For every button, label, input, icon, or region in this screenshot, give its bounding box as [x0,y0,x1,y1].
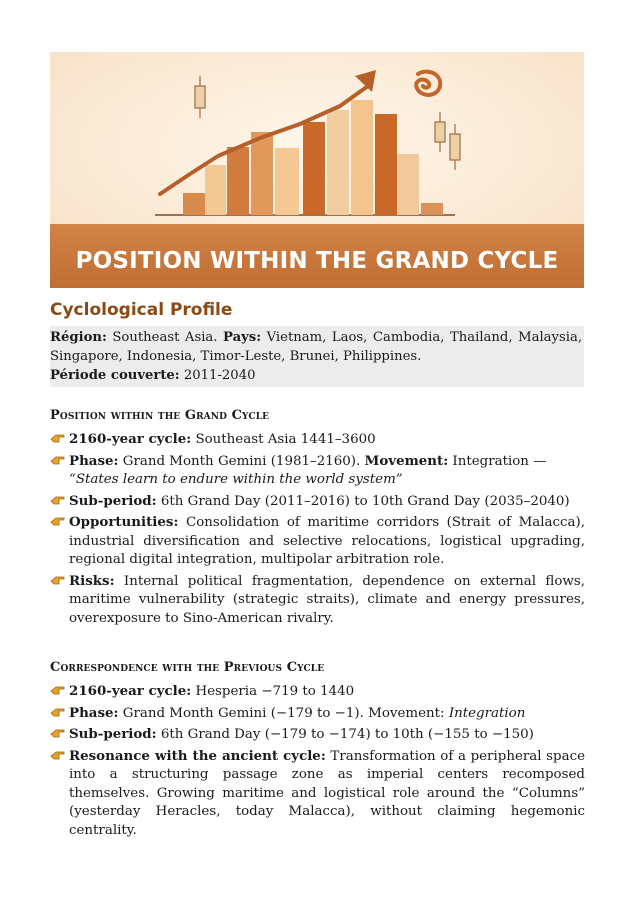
prev-subperiod-label: Sub-period: [69,726,157,742]
region-value: Southeast Asia. [112,330,218,345]
countries-label: Pays: [223,330,262,345]
header-banner [50,52,584,288]
list-item [50,452,585,490]
risks-label: Risks: [69,572,115,589]
profile-heading: Cyclological Profile [50,300,233,320]
prev-phase-label: Phase: [69,704,119,721]
pointing-hand-icon [50,727,66,739]
phase-label: Phase: [69,452,119,469]
pointing-hand-icon [50,749,66,761]
pointing-hand-icon [50,515,66,527]
list-item [50,430,585,450]
cycle-text: Southeast Asia 1441–3600 [195,432,376,447]
opportunities-label: Opportunities: [69,514,179,530]
list-item [50,682,585,702]
prev-cycle-text: Hesperia −719 to 1440 [195,684,355,699]
prev-movement-text: Integration [448,705,526,721]
cycle-label: 2160-year cycle: [69,431,192,447]
list-item [50,704,585,724]
pointing-hand-icon [50,454,66,466]
region-label: Région: [50,330,107,345]
movement-label: Movement: [364,452,449,469]
pointing-hand-icon [50,494,66,506]
pointing-hand-icon [50,432,66,444]
prev-phase-text: Grand Month Gemini (−179 to −1). Movement: [122,705,445,721]
countries-value: Vietnam, Laos, Cambodia, Thailand, Malaysia, Singapore, Indonesia, Timor-Leste, Brunei, Philippines. [50,330,583,364]
list-item [50,492,585,512]
resonance-text: Transformation of a peripheral space into a structuring passage zone as imperial centers recomposed themselves. Growing maritime and logistical role around the “Columns” (yesterday Heracles, today Malacca), without claiming hegemonic centrality. [69,748,586,838]
prev-subperiod-text: 6th Grand Day (−179 to −174) to 10th (−155 to −150) [160,727,534,742]
correspondence-list [50,682,585,842]
profile-box [50,326,584,387]
period-label: Période couverte: [50,368,180,383]
phase-quote: “States learn to endure within the world system” [69,472,403,487]
movement-text: Integration — [452,453,547,469]
period-value: 2011-2040 [183,368,256,383]
list-item [50,725,585,745]
pointing-hand-icon [50,684,66,696]
resonance-label: Resonance with the ancient cycle: [69,747,326,764]
position-heading: Position within the Grand Cycle [50,408,270,423]
pointing-hand-icon [50,574,66,586]
list-item [50,747,585,841]
subperiod-label: Sub-period: [69,492,157,509]
position-list [50,430,585,630]
opportunities-text: Consolidation of maritime corridors (Strait of Malacca), industrial diversification and selective relocations, logistical upgrading, regional digital integration, multipolar arbitration role. [69,515,585,567]
prev-cycle-label: 2160-year cycle: [69,683,192,699]
list-item [50,572,585,629]
subperiod-text: 6th Grand Day (2011–2016) to 10th Grand Day (2035–2040) [160,493,570,509]
list-item [50,513,585,570]
phase-text: Grand Month Gemini (1981–2160). [122,453,361,469]
banner-title: POSITION WITHIN THE GRAND CYCLE [75,248,559,274]
risks-text: Internal political fragmentation, dependence on external flows, maritime vulnerability (strategic straits), climate and energy pressures, overexposure to Sino-American rivalry. [69,573,585,626]
pointing-hand-icon [50,706,66,718]
correspondence-heading: Correspondence with the Previous Cycle [50,660,325,675]
